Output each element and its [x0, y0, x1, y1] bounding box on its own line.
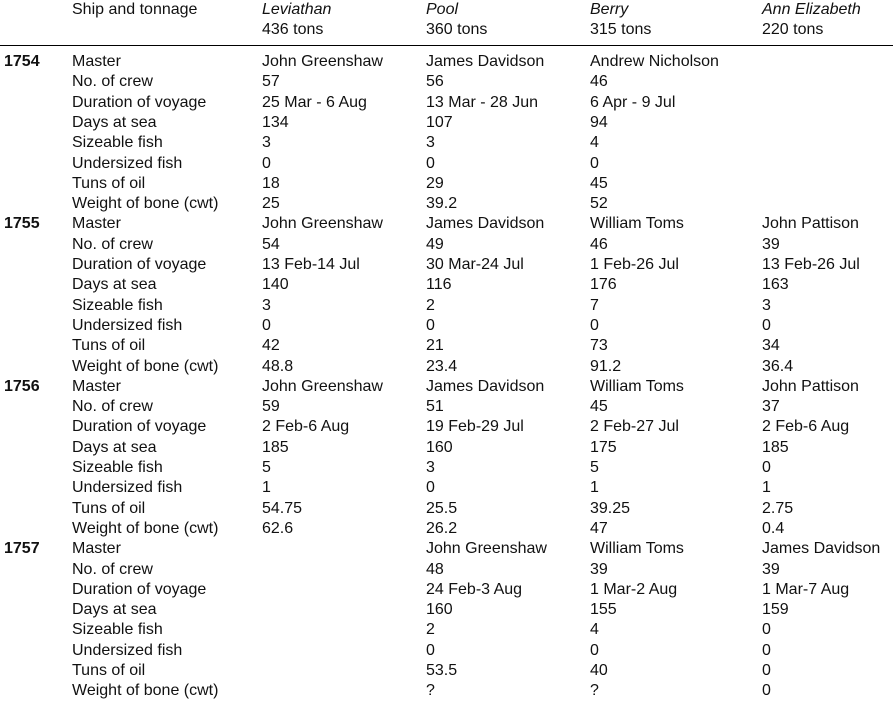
- table-cell: 0: [262, 154, 271, 172]
- table-cell: 25 Mar - 6 Aug: [262, 93, 367, 111]
- row-label: Days at sea: [72, 601, 157, 619]
- table-cell: 34: [762, 337, 780, 355]
- table-cell: 1: [762, 479, 771, 497]
- table-cell: 0: [762, 621, 771, 639]
- ship-name: Leviathan: [262, 1, 332, 18]
- table-cell: 3: [262, 296, 271, 314]
- table-cell: 36.4: [762, 357, 794, 375]
- table-cell: James Davidson: [426, 53, 545, 70]
- table-cell: 1 Mar-2 Aug: [590, 580, 678, 598]
- row-label: Tuns of oil: [72, 662, 146, 679]
- table-cell: 0: [762, 641, 771, 659]
- table-cell: 42: [262, 337, 280, 355]
- ship-tonnage: 436 tons: [262, 21, 324, 39]
- table-cell: James Davidson: [426, 215, 545, 233]
- table-cell: John Greenshaw: [262, 53, 383, 70]
- table-cell: 155: [590, 601, 617, 619]
- table-cell: 51: [426, 398, 444, 416]
- row-label: No. of crew: [72, 398, 153, 416]
- table-cell: 54: [262, 235, 280, 253]
- table-cell: 1: [590, 479, 599, 497]
- table-cell: 160: [426, 601, 453, 619]
- table-cell: 53.5: [426, 662, 458, 679]
- table-cell: 26.2: [426, 519, 458, 537]
- table-cell: 0: [590, 316, 599, 334]
- table-cell: 21: [426, 337, 444, 355]
- row-label: Duration of voyage: [72, 580, 207, 598]
- table-cell: 19 Feb-29 Jul: [426, 418, 524, 436]
- table-cell: 0: [762, 662, 771, 679]
- table-cell: John Greenshaw: [426, 540, 547, 558]
- row-label: No. of crew: [72, 73, 153, 91]
- table-cell: 0: [426, 154, 435, 172]
- table-cell: 6 Apr - 9 Jul: [590, 93, 676, 111]
- table-cell: William Toms: [590, 215, 684, 233]
- table-cell: 46: [590, 73, 608, 91]
- table-cell: 1 Feb-26 Jul: [590, 256, 679, 273]
- table-cell: 4: [590, 621, 599, 639]
- row-label: No. of crew: [72, 235, 153, 253]
- table-cell: 39: [590, 560, 608, 578]
- table-cell: 48.8: [262, 357, 294, 375]
- table-cell: 185: [262, 438, 289, 456]
- table-cell: 0: [590, 154, 599, 172]
- table-cell: 1 Mar-7 Aug: [762, 580, 850, 598]
- table-cell: 39.25: [590, 499, 631, 517]
- table-cell: John Greenshaw: [262, 377, 383, 395]
- table-cell: 18: [262, 174, 280, 192]
- row-label: Sizeable fish: [72, 459, 163, 476]
- year-label: 1754: [4, 53, 40, 70]
- table-cell: 24 Feb-3 Aug: [426, 580, 523, 598]
- table-cell: 185: [762, 438, 789, 456]
- ship-tonnage: 220 tons: [762, 21, 824, 39]
- ship-name: Pool: [426, 1, 459, 18]
- table-cell: ?: [590, 682, 599, 700]
- table-cell: 3: [426, 459, 435, 476]
- row-label: Master: [72, 540, 121, 558]
- table-cell: 0: [590, 641, 599, 659]
- table-cell: 3: [426, 134, 435, 152]
- row-label: Weight of bone (cwt): [72, 195, 219, 213]
- table-cell: 107: [426, 113, 453, 131]
- table-cell: ?: [426, 682, 435, 700]
- table-cell: 45: [590, 398, 608, 416]
- row-label: Days at sea: [72, 438, 157, 456]
- row-label: Weight of bone (cwt): [72, 357, 219, 375]
- table-cell: 134: [262, 113, 289, 131]
- table-cell: 5: [590, 459, 599, 476]
- row-label: Master: [72, 53, 121, 70]
- table-cell: 0: [762, 316, 771, 334]
- row-label: Duration of voyage: [72, 256, 207, 273]
- table-cell: 94: [590, 113, 608, 131]
- table-cell: 4: [590, 134, 599, 152]
- table-cell: 73: [590, 337, 608, 355]
- ship-name: Ann Elizabeth: [762, 1, 861, 18]
- table-cell: 45: [590, 174, 608, 192]
- table-cell: James Davidson: [762, 540, 881, 558]
- row-label: Duration of voyage: [72, 418, 207, 436]
- row-label: No. of crew: [72, 560, 153, 578]
- table-cell: 13 Mar - 28 Jun: [426, 93, 539, 111]
- row-label: Undersized fish: [72, 479, 183, 497]
- table-cell: 30 Mar-24 Jul: [426, 256, 524, 273]
- table-cell: 59: [262, 398, 280, 416]
- row-label: Tuns of oil: [72, 174, 146, 192]
- year-label: 1755: [4, 215, 40, 233]
- table-cell: 140: [262, 276, 289, 294]
- table-cell: 2 Feb-6 Aug: [762, 418, 850, 436]
- table-cell: 54.75: [262, 499, 303, 517]
- ship-tonnage: 315 tons: [590, 21, 652, 39]
- table-cell: 0: [426, 479, 435, 497]
- table-cell: 159: [762, 601, 789, 619]
- table-cell: 25.5: [426, 499, 458, 517]
- table-cell: 40: [590, 662, 608, 679]
- table-cell: 39: [762, 235, 780, 253]
- table-cell: 7: [590, 296, 599, 314]
- year-label: 1756: [4, 377, 40, 395]
- row-label: Days at sea: [72, 113, 157, 131]
- table-cell: 0: [426, 641, 435, 659]
- table-cell: 57: [262, 73, 280, 91]
- table-cell: 52: [590, 195, 608, 213]
- table-cell: 176: [590, 276, 617, 294]
- table-cell: 3: [262, 134, 271, 152]
- table-cell: William Toms: [590, 540, 684, 558]
- table-cell: 23.4: [426, 357, 458, 375]
- table-cell: 49: [426, 235, 444, 253]
- table-cell: Andrew Nicholson: [590, 53, 719, 70]
- row-label: Undersized fish: [72, 641, 183, 659]
- row-label: Weight of bone (cwt): [72, 519, 219, 537]
- ship-tonnage: 360 tons: [426, 21, 488, 39]
- row-label: Master: [72, 377, 121, 395]
- table-cell: James Davidson: [426, 377, 545, 395]
- row-label: Sizeable fish: [72, 296, 163, 314]
- table-cell: 46: [590, 235, 608, 253]
- table-cell: 0: [262, 316, 271, 334]
- table-cell: 3: [762, 296, 771, 314]
- table-cell: 116: [426, 276, 452, 294]
- table-cell: John Greenshaw: [262, 215, 383, 233]
- table-cell: 0: [762, 682, 771, 700]
- table-cell: 2 Feb-27 Jul: [590, 418, 679, 436]
- header-rule: [0, 45, 893, 46]
- table-cell: 175: [590, 438, 617, 456]
- row-label: Days at sea: [72, 276, 157, 294]
- row-label: Undersized fish: [72, 154, 183, 172]
- table-cell: 13 Feb-14 Jul: [262, 256, 360, 273]
- row-label: Undersized fish: [72, 316, 183, 334]
- table-cell: John Pattison: [762, 215, 859, 233]
- table-cell: 1: [262, 479, 271, 497]
- row-label: Sizeable fish: [72, 134, 163, 152]
- row-label: Sizeable fish: [72, 621, 163, 639]
- row-label: Master: [72, 215, 121, 233]
- table-cell: 39: [762, 560, 780, 578]
- table-cell: 25: [262, 195, 280, 213]
- table-cell: 56: [426, 73, 444, 91]
- table-cell: 2: [426, 621, 435, 639]
- table-cell: 2.75: [762, 499, 794, 517]
- table-cell: 163: [762, 276, 789, 294]
- table-cell: 47: [590, 519, 608, 537]
- table-cell: 48: [426, 560, 444, 578]
- table-cell: 0: [762, 459, 771, 476]
- row-label: Tuns of oil: [72, 337, 146, 355]
- header-label: Ship and tonnage: [72, 1, 198, 18]
- table-cell: 5: [262, 459, 271, 476]
- table-cell: 2: [426, 296, 435, 314]
- ship-name: Berry: [590, 1, 629, 18]
- table-cell: 62.6: [262, 519, 294, 537]
- table-cell: John Pattison: [762, 377, 859, 395]
- table-cell: 2 Feb-6 Aug: [262, 418, 350, 436]
- row-label: Tuns of oil: [72, 499, 146, 517]
- table-cell: 0.4: [762, 519, 785, 537]
- table-cell: 13 Feb-26 Jul: [762, 256, 860, 273]
- row-label: Duration of voyage: [72, 93, 207, 111]
- table-cell: 39.2: [426, 195, 458, 213]
- row-label: Weight of bone (cwt): [72, 682, 219, 700]
- table-cell: William Toms: [590, 377, 684, 395]
- year-label: 1757: [4, 540, 40, 558]
- table-cell: 160: [426, 438, 453, 456]
- table-cell: 29: [426, 174, 444, 192]
- table-cell: 37: [762, 398, 780, 416]
- table-cell: 91.2: [590, 357, 622, 375]
- table-cell: 0: [426, 316, 435, 334]
